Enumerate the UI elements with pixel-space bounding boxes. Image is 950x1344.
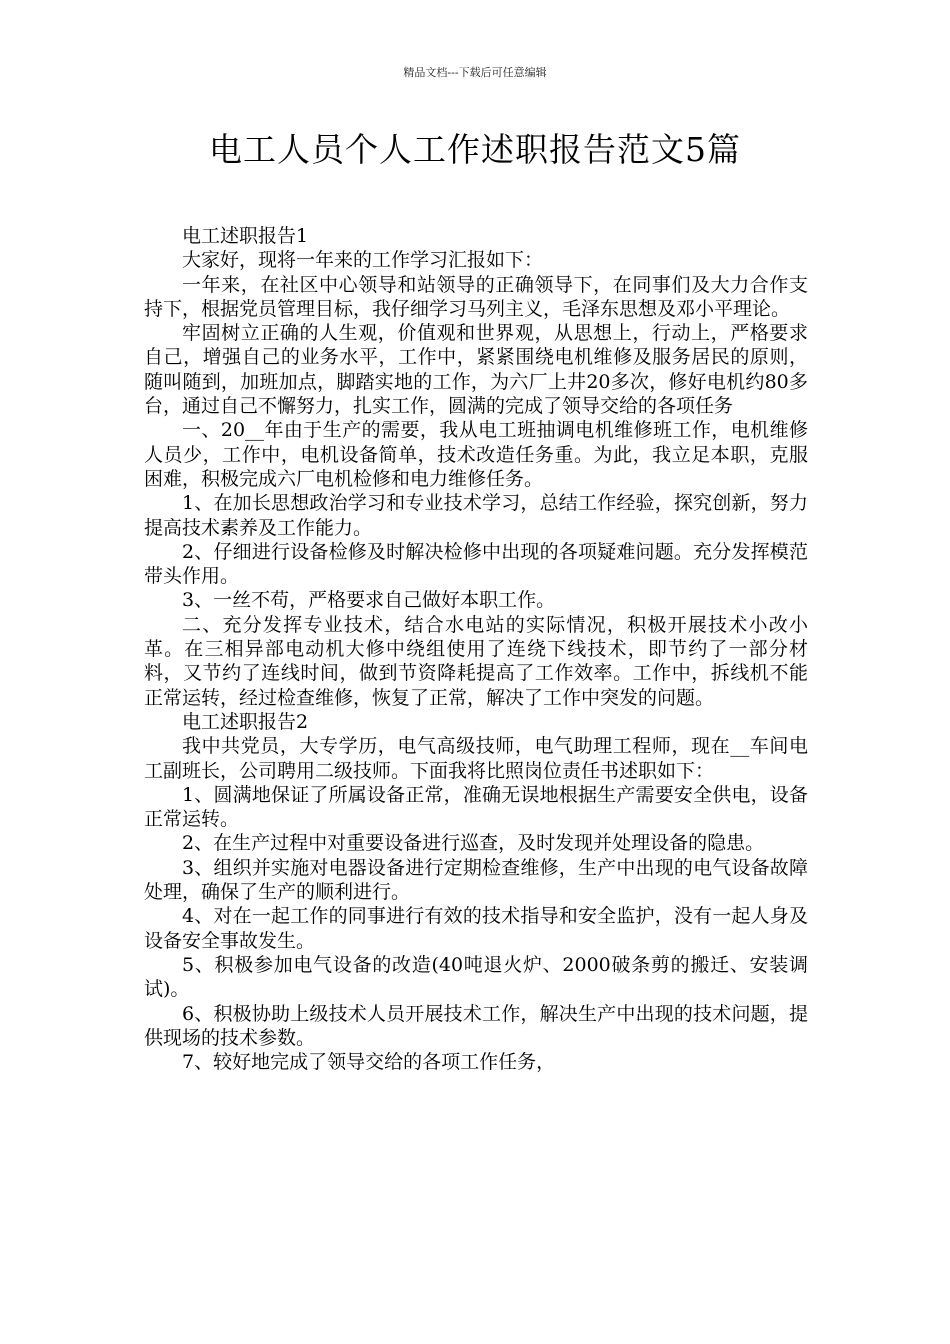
list-item: 2、仔细进行设备检修及时解决检修中出现的各项疑难问题。充分发挥模范带头作用。 xyxy=(144,540,808,588)
document-title: 电工人员个人工作述职报告范文5篇 xyxy=(209,130,741,169)
list-item: 1、圆满地保证了所属设备正常，准确无误地根据生产需要安全供电，设备正常运转。 xyxy=(144,783,808,831)
list-item: 6、积极协助上级技术人员开展技术工作，解决生产中出现的技术问题，提供现场的技术参数。 xyxy=(144,1002,808,1049)
list-item: 7、较好地完成了领导交给的各项工作任务， xyxy=(182,1051,556,1074)
paragraph: 大家好，现将一年来的工作学习汇报如下： xyxy=(182,249,544,272)
list-item: 2、在生产过程中对重要设备进行巡查，及时发现并处理设备的隐患。 xyxy=(182,832,765,855)
section-heading-report-2: 电工述职报告2 xyxy=(182,710,309,733)
paragraph: 二、充分发挥专业技术，结合水电站的实际情况，积极开展技术小改小革。在三相异部电动机大修中绕组使用了连绕下线技术，即节约了一部分材料，又节约了连线时间，做到节资降耗提高了工作效率。工作中，拆线机不能正常运转，经过检查维修，恢复了正常，解决了工作中突发的问题。 xyxy=(144,613,808,709)
paragraph: 牢固树立正确的人生观，价值观和世界观，从思想上，行动上，严格要求自己，增强自己的业务水平，工作中，紧紧围绕电机维修及服务居民的原则，随叫随到，加班加点，脚踏实地的工作，为六厂上井20多次，修好电机约80多台，通过自己不懈努力，扎实工作，圆满的完成了领导交给的各项任务 xyxy=(144,322,808,418)
list-item: 4、对在一起工作的同事进行有效的技术指导和安全监护，没有一起人身及设备安全事故发生。 xyxy=(144,905,808,952)
paragraph: 一年来，在社区中心领导和站领导的正确领导下，在同事们及大力合作支持下，根据党员管理目标，我仔细学习马列主义，毛泽东思想及邓小平理论。 xyxy=(144,273,808,320)
paragraph: 我中共党员，大专学历，电气高级技师，电气助理工程师，现在__车间电工副班长，公司聘用二级技师。下面我将比照岗位责任书述职如下： xyxy=(144,735,808,782)
list-item: 1、在加长思想政治学习和专业技术学习，总结工作经验，探究创新，努力提高技术素养及工作能力。 xyxy=(144,492,808,539)
list-item: 3、一丝不苟，严格要求自己做好本职工作。 xyxy=(182,589,556,612)
document-body xyxy=(144,224,808,1074)
list-item: 5、积极参加电气设备的改造(40吨退火炉、2000破条剪的搬迁、安装调试)。 xyxy=(144,953,808,1001)
section-heading-report-1: 电工述职报告1 xyxy=(182,225,309,247)
header-note: 精品文档---下载后可任意编辑 xyxy=(403,66,547,79)
paragraph: 一、20__年由于生产的需要，我从电工班抽调电机维修班工作，电机维修人员少，工作中，电机设备简单，技术改造任务重。为此，我立足本职，克服困难，积极完成六厂电机检修和电力维修任务。 xyxy=(144,419,808,490)
list-item: 3、组织并实施对电器设备进行定期检查维修，生产中出现的电气设备故障处理，确保了生产的顺利进行。 xyxy=(144,856,808,904)
